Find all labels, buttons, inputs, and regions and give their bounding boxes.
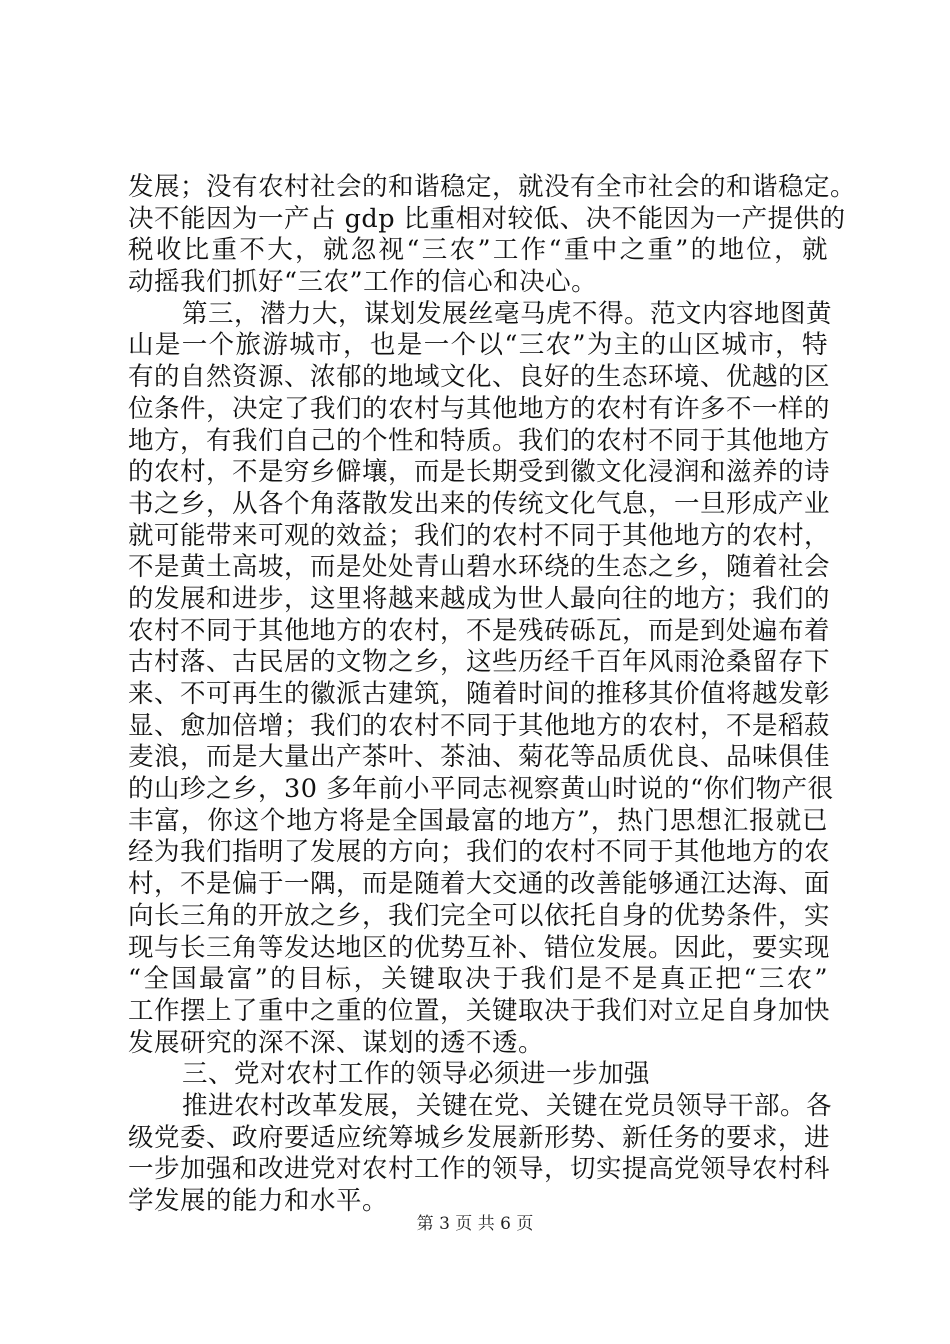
text-line: 学发展的能力和水平。 — [128, 1186, 389, 1216]
text-line: 书之乡，从各个角落散发出来的传统文化气息，一旦形成产业 — [128, 488, 831, 519]
text-line: 古村落、古民居的文物之乡，这些历经千百年风雨沧桑留存下 — [128, 647, 831, 678]
body-text — [128, 172, 857, 1218]
text-line: 决不能因为一产占 gdp 比重相对较低、决不能因为一产提供的 — [128, 203, 846, 234]
text-line: 发展；没有农村社会的和谐稳定，就没有全市社会的和谐稳定。 — [128, 172, 857, 202]
text-line: 麦浪，而是大量出产茶叶、茶油、菊花等品质优良、品味俱佳 — [128, 742, 831, 773]
text-line: 级党委、政府要适应统筹城乡发展新形势、新任务的要求，进 — [128, 1122, 831, 1153]
text-line: 的发展和进步，这里将越来越成为世人最向往的地方；我们的 — [128, 583, 831, 614]
text-line: 位条件，决定了我们的农村与其他地方的农村有许多不一样的 — [128, 393, 831, 424]
text-line: 推进农村改革发展，关键在党、关键在党员领导干部。各 — [182, 1090, 833, 1121]
text-line: 有的自然资源、浓郁的地域文化、良好的生态环境、优越的区 — [128, 362, 831, 393]
text-line: 显、愈加倍增；我们的农村不同于其他地方的农村，不是稻菽 — [128, 710, 831, 741]
text-line: 村，不是偏于一隅，而是随着大交通的改善能够通江达海、面 — [128, 869, 831, 900]
text-line: 丰富，你这个地方将是全国最富的地方”，热门思想汇报就已 — [128, 805, 828, 836]
text-line: 的农村，不是穷乡僻壤，而是长期受到徽文化浸润和滋养的诗 — [128, 457, 831, 488]
text-line: 一步加强和改进党对农村工作的领导，切实提高党领导农村科 — [128, 1154, 831, 1185]
text-line: 就可能带来可观的效益；我们的农村不同于其他地方的农村， — [128, 520, 831, 551]
page-number-label: 第 3 页 共 6 页 — [416, 1214, 534, 1234]
text-line: 第三，潜力大，谋划发展丝毫马虎不得。范文内容地图黄 — [182, 298, 833, 329]
text-line: 向长三角的开放之乡，我们完全可以依托自身的优势条件，实 — [128, 900, 831, 931]
page-footer — [0, 1213, 950, 1235]
text-line: 的山珍之乡，30 多年前小平同志视察黄山时说的“你们物产很 — [128, 774, 834, 805]
text-line: 动摇我们抓好“三农”工作的信心和决心。 — [128, 267, 598, 298]
text-line: 农村不同于其他地方的农村，不是残砖砾瓦，而是到处遍布着 — [128, 615, 831, 646]
text-line: 山是一个旅游城市，也是一个以“三农”为主的山区城市，特 — [128, 330, 828, 361]
text-line: 不是黄土高坡，而是处处青山碧水环绕的生态之乡，随着社会 — [128, 552, 831, 583]
text-line: “全国最富”的目标，关键取决于我们是不是真正把“三农” — [128, 964, 828, 995]
text-line: 现与长三角等发达地区的优势互补、错位发展。因此，要实现 — [128, 932, 831, 963]
text-line: 地方，有我们自己的个性和特质。我们的农村不同于其他地方 — [128, 425, 831, 456]
text-line: 税收比重不大，就忽视“三农”工作“重中之重”的地位，就 — [128, 235, 828, 266]
text-line: 发展研究的深不深、谋划的透不透。 — [128, 1027, 545, 1058]
text-line: 工作摆上了重中之重的位置，关键取决于我们对立足自身加快 — [128, 995, 831, 1026]
text-line: 经为我们指明了发展的方向；我们的农村不同于其他地方的农 — [128, 837, 831, 868]
section-heading: 三、党对农村工作的领导必须进一步加强 — [182, 1059, 651, 1090]
text-line: 来、不可再生的徽派古建筑，随着时间的推移其价值将越发彰 — [128, 679, 831, 709]
